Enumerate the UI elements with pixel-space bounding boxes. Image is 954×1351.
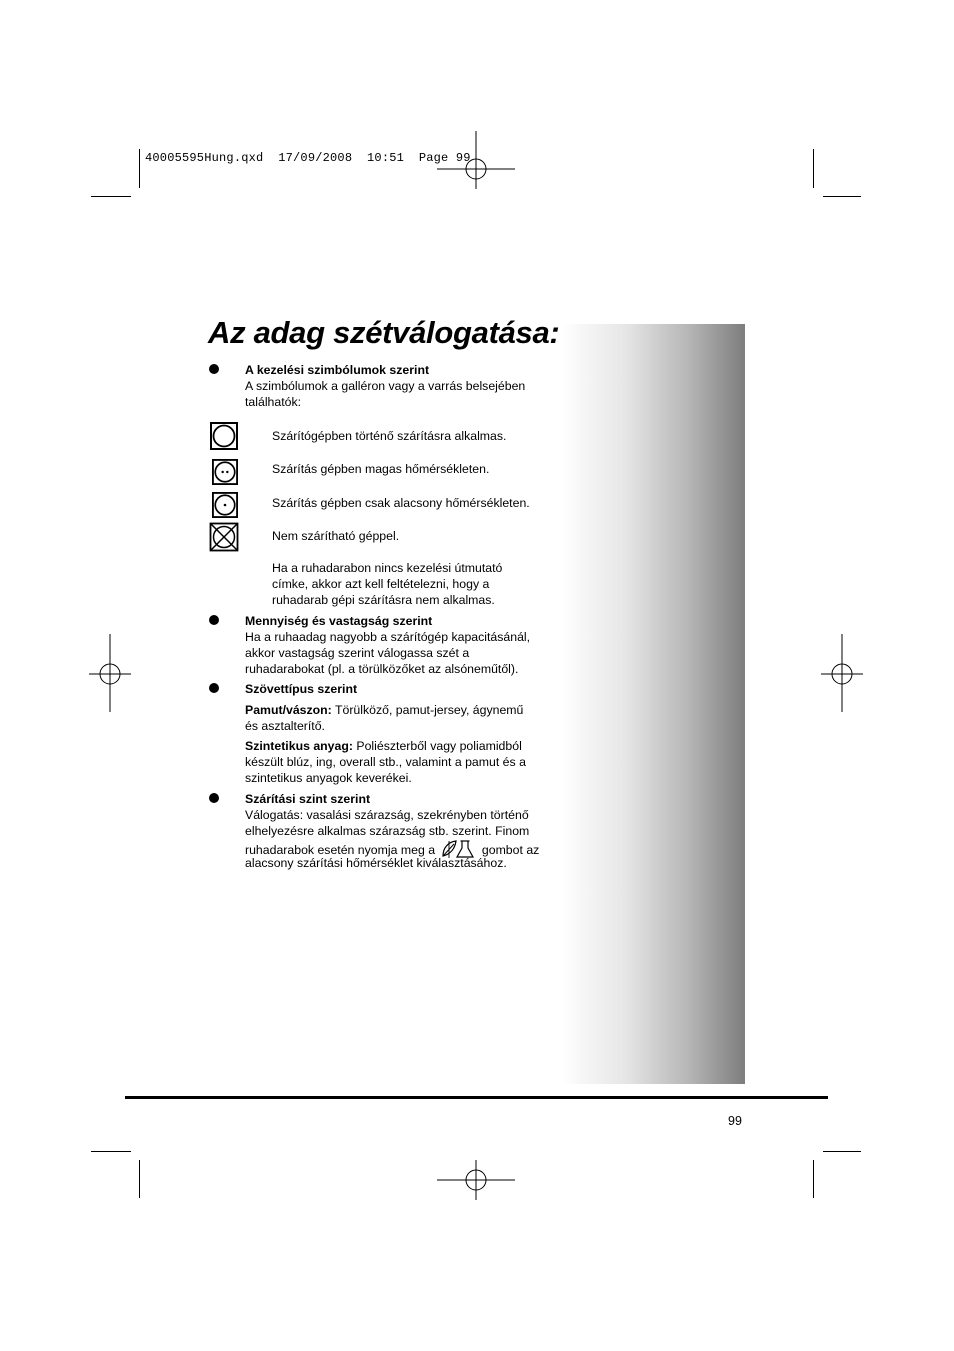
crop-mark [139,149,140,188]
section-text-part: gombot az [481,843,540,857]
crop-mark [823,1151,861,1152]
section-text-part: ruhadarabok esetén nyomja meg a [245,843,436,857]
section-heading: Szárítási szint szerint [245,792,371,806]
synthetic-label: Szintetikus anyag: [245,739,353,753]
section-text: ruhadarabokat (pl. a törülközőket az alsóneműtől). [245,662,519,676]
footer-rule [125,1096,828,1099]
do-not-tumble-dry-icon [209,522,239,552]
section-text: akkor vastagság szerint válogassa szét a [245,646,470,660]
cotton-label: Pamut/vászon: [245,703,332,717]
bullet-icon [209,683,219,693]
symbol-description: Szárítás gépben csak alacsony hőmérsékleten. [272,496,530,510]
synthetic-text: szintetikus anyagok keverékei. [245,771,412,785]
note-text: címke, akkor azt kell feltételezni, hogy a [272,577,490,591]
symbol-description: Nem szárítható géppel. [272,529,400,543]
section-text: találhatók: [245,395,302,409]
synthetic-desc: Poliészterből vagy poliamidból [352,739,522,753]
section-text: elhelyezésre alkalmas szárazság stb. szerint. Finom [245,824,530,838]
cotton-text [245,702,550,718]
cotton-desc: Törülköző, pamut-jersey, ágynemű [331,703,524,717]
file-slug: 40005595Hung.qxd 17/09/2008 10:51 Page 99 [145,151,471,165]
symbol-description: Szárítógépben történő szárításra alkalmas. [272,429,507,443]
registration-mark-icon [437,1142,517,1202]
registration-mark-icon [821,634,865,714]
synthetic-text [245,738,550,754]
note-text: Ha a ruhadarabon nincs kezelési útmutató [272,561,503,575]
synthetic-text: készült blúz, ing, overall stb., valamint a pamut és a [245,755,526,769]
registration-mark-icon [89,634,133,714]
symbol-description: Szárítás gépben magas hőmérsékleten. [272,462,490,476]
crop-mark [91,1151,131,1152]
crop-mark [813,149,814,188]
cotton-text: és asztalterítő. [245,719,325,733]
bullet-icon [209,364,219,374]
tumble-dry-low-icon [212,492,238,518]
note-text: ruhadarab gépi szárításra nem alkalmas. [272,593,495,607]
section-text: A szimbólumok a galléron vagy a varrás belsejében [245,379,526,393]
tumble-dry-high-icon [212,459,238,485]
registration-mark-icon [437,131,517,211]
section-text: Válogatás: vasalási szárazság, szekrényben történő [245,808,529,822]
crop-mark [823,196,861,197]
section-heading: A kezelési szimbólumok szerint [245,363,430,377]
bullet-icon [209,615,219,625]
side-gradient-band [561,324,745,1084]
page-title: Az adag szétválogatása: [208,315,560,350]
section-text: Ha a ruhaadag nagyobb a szárítógép kapacitásánál, [245,630,531,644]
bullet-icon [209,793,219,803]
crop-mark [139,1160,140,1198]
crop-mark [813,1160,814,1198]
page-number: 99 [728,1114,742,1128]
section-heading: Szövettípus szerint [245,682,358,696]
tumble-dry-icon [210,422,238,450]
crop-mark [91,196,131,197]
section-heading: Mennyiség és vastagság szerint [245,614,433,628]
section-text: alacsony szárítási hőmérséklet kiválasztásához. [245,856,507,870]
